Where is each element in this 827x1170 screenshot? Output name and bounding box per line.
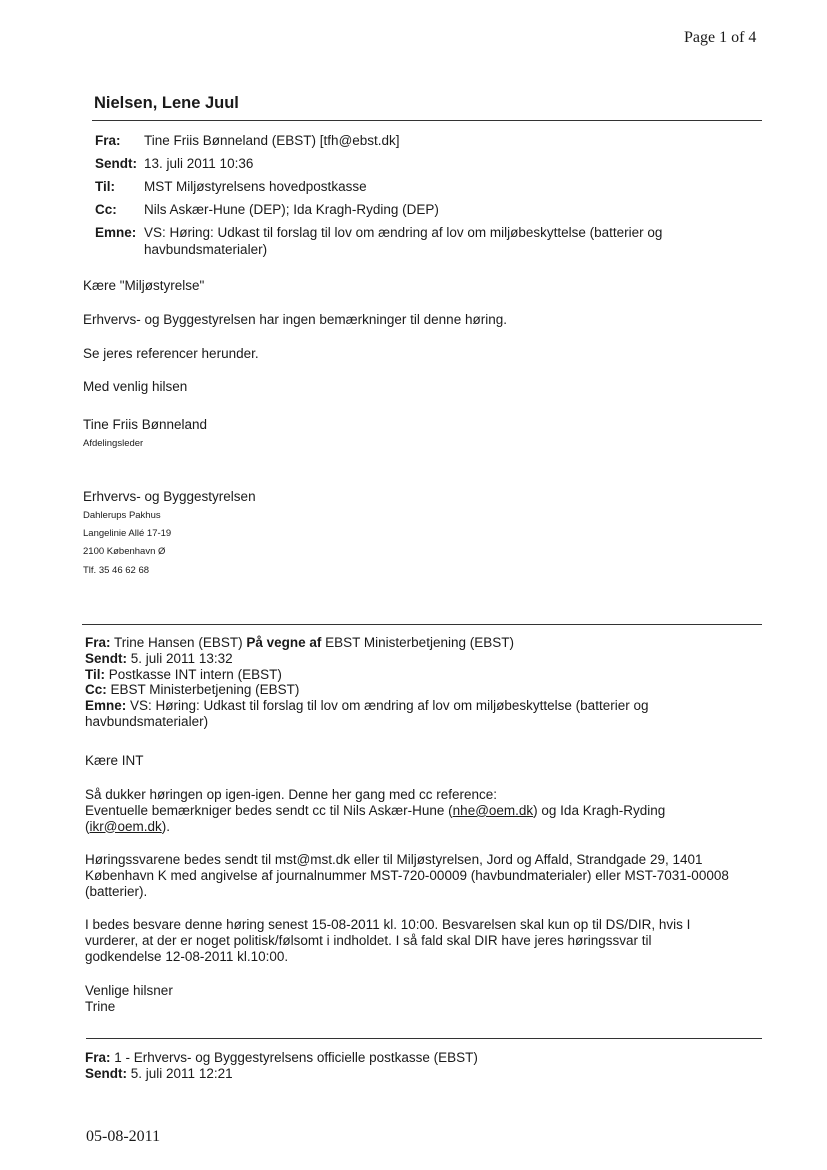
cc-value: Nils Askær-Hune (DEP); Ida Kragh-Ryding (DEP): [144, 202, 439, 217]
divider: [86, 1038, 762, 1039]
forward-subject-label: Emne:: [85, 698, 127, 714]
forward-to-row: [85, 667, 765, 683]
forward-sent-row: [85, 651, 765, 667]
forward-p2-line-3: (batterier).: [85, 883, 148, 899]
cc-row: [95, 201, 439, 218]
phone: Tlf. 35 46 62 68: [83, 565, 150, 576]
forward-sent-value: 5. juli 2011 13:32: [130, 650, 233, 666]
closing: Med venlig hilsen: [83, 379, 188, 394]
to-label: Til:: [95, 179, 115, 194]
forward-cc-label: Cc:: [85, 682, 107, 698]
subject-line-2: havbundsmaterialer): [144, 242, 268, 257]
body-line-2: Se jeres referencer herunder.: [83, 346, 259, 361]
subject-row: [95, 224, 663, 257]
forward-p3-line-2: vurderer, at der er noget politisk/følsomt i indholdet. I så fald skal DIR have jeres høringssvar til: [85, 932, 652, 948]
forward-p3-line-3: godkendelse 12-08-2011 kl.10:00.: [85, 948, 289, 964]
forward-p2-line-1: Høringssvarene bedes sendt til mst@mst.dk eller til Miljøstyrelsen, Jord og Affald, Strandgade 29, 1401: [85, 852, 703, 867]
address-line-2: Langelinie Allé 17-19: [83, 528, 172, 539]
sent-label: Sendt:: [95, 156, 137, 171]
forward-paragraph-1: [85, 787, 765, 834]
sender-name: Tine Friis Bønneland: [83, 417, 208, 432]
text: ).: [161, 818, 170, 834]
on-behalf-label: På vegne af: [246, 635, 322, 650]
forward-from-a: Trine Hansen (EBST): [114, 635, 243, 650]
subject-line-1: VS: Høring: Udkast til forslag til lov om ændring af lov om miljøbeskyttelse (batterier og: [144, 225, 663, 240]
sent-row: [95, 155, 254, 172]
forward-subject-row: [85, 698, 765, 714]
forward-header: [85, 635, 765, 730]
forward-sent-label: Sendt:: [85, 650, 127, 666]
divider: [92, 120, 762, 121]
forward-p1-line-2: [85, 803, 765, 819]
forward2-from-value: 1 - Erhvervs- og Byggestyrelsens officielle postkasse (EBST): [114, 1050, 478, 1065]
address-line-3: 2100 København Ø: [83, 546, 166, 557]
text: Eventuelle bemærkniger bedes sendt cc til Nils Askær-Hune (: [85, 802, 453, 818]
cc-label: Cc:: [95, 202, 117, 217]
forward-p1-line-1: Så dukker høringen op igen-igen. Denne her gang med cc reference:: [85, 787, 498, 802]
from-value: Tine Friis Bønneland (EBST) [tfh@ebst.dk]: [144, 133, 400, 148]
forward-cc-row: [85, 682, 765, 698]
from-label: Fra:: [95, 133, 121, 148]
forward2-from-label: Fra:: [85, 1050, 111, 1065]
forward-to-value: Postkasse INT intern (EBST): [108, 666, 282, 682]
sender-title: Afdelingsleder: [83, 438, 144, 449]
forward-paragraph-3: [85, 917, 765, 964]
forward-sign-line-2: Trine: [85, 998, 116, 1014]
forward2-header: [85, 1050, 765, 1082]
forward-from-b: EBST Ministerbetjening (EBST): [325, 635, 514, 650]
email-link-ikr[interactable]: ikr@oem.dk: [89, 818, 162, 834]
subject-label: Emne:: [95, 225, 137, 240]
sent-value: 13. juli 2011 10:36: [144, 156, 254, 171]
email-link-nhe[interactable]: nhe@oem.dk: [452, 802, 534, 818]
to-row: [95, 178, 367, 195]
forward-cc-value: EBST Ministerbetjening (EBST): [110, 682, 300, 698]
forward2-sent-value: 5. juli 2011 12:21: [130, 1065, 233, 1081]
text: ) og Ida Kragh-Ryding: [533, 802, 666, 818]
forward-paragraph-2: [85, 852, 765, 899]
text: (: [85, 818, 90, 834]
footer-date: 05-08-2011: [86, 1128, 161, 1145]
forward-to-label: Til:: [85, 666, 105, 682]
forward-p2-line-2: København K med angivelse af journalnummer MST-720-00009 (havbundmaterialer) eller MST-7031-00008: [85, 867, 729, 883]
forward-p1-line-3: [85, 819, 765, 835]
page-number: Page 1 of 4: [684, 29, 757, 46]
forward-subject-line-2: havbundsmaterialer): [85, 713, 209, 729]
forward2-from-row: [85, 1050, 765, 1066]
forward-sign-line-1: Venlige hilsner: [85, 983, 173, 998]
forward-from-label: Fra:: [85, 635, 111, 650]
forward2-sent-row: [85, 1066, 765, 1082]
body-line-1: Erhvervs- og Byggestyrelsen har ingen bemærkninger til denne høring.: [83, 312, 507, 327]
forward-signature: [85, 983, 765, 1015]
forward2-sent-label: Sendt:: [85, 1065, 127, 1081]
address-line-1: Dahlerups Pakhus: [83, 510, 161, 521]
forward-p3-line-1: I bedes besvare denne høring senest 15-08-2011 kl. 10:00. Besvarelsen skal kun op til DS/DIR, hvis I: [85, 917, 691, 932]
subject-value: [144, 224, 704, 258]
to-value: MST Miljøstyrelsens hovedpostkasse: [144, 179, 367, 194]
from-row: [95, 132, 400, 149]
divider: [82, 624, 762, 625]
forward-subject-line-1: VS: Høring: Udkast til forslag til lov om ændring af lov om miljøbeskyttelse (batterier og: [130, 698, 649, 714]
document-title: Nielsen, Lene Juul: [94, 94, 239, 112]
forward-greeting: Kære INT: [85, 753, 144, 768]
greeting: Kære "Miljøstyrelse": [83, 278, 205, 293]
organization: Erhvervs- og Byggestyrelsen: [83, 489, 256, 504]
forward-from-row: [85, 635, 765, 651]
